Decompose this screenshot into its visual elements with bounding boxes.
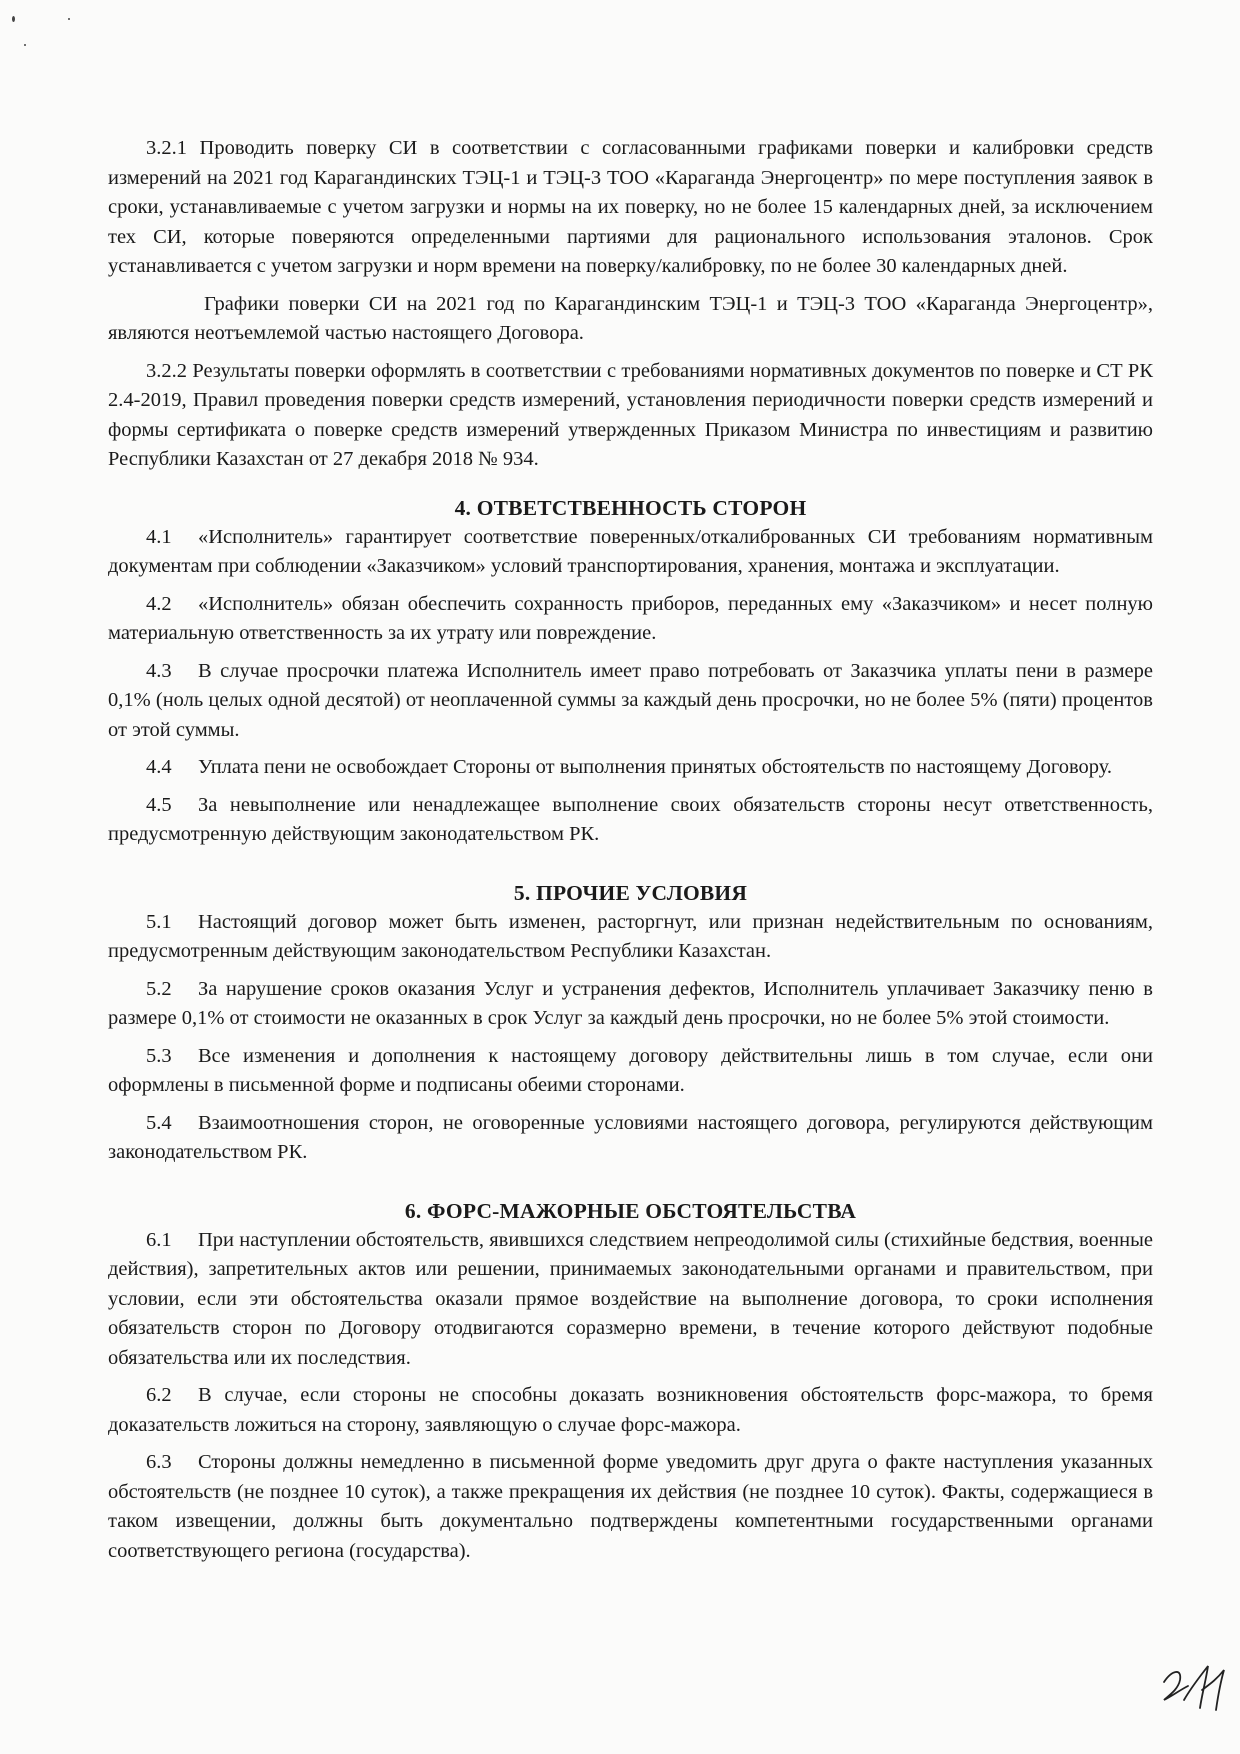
document-body (108, 134, 1153, 1566)
clause-text: Настоящий договор может быть изменен, расторгнут, или признан недействительным по основаниям, предусмотренным действующим законодательством Республики Казахстан. (108, 910, 1153, 962)
clause-4-3 (108, 657, 1153, 746)
clause-4-1 (108, 523, 1153, 582)
clause-text: При наступлении обстоятельств, явившихся следствием непреодолимой силы (стихийные бедствия, военные действия), запретительных актов или решении, принимаемых законодательными органами и правительством, при условии, если эти обстоятельства оказали прямое воздействие на выполнение договора, то сроки исполнения обязательств сторон по Договору отодвигаются соразмерно времени, в течение которого действуют подобные обязательства или их последствия. (108, 1228, 1153, 1369)
clause-6-1 (108, 1226, 1153, 1374)
clause-number: 5.3 (146, 1044, 172, 1067)
section-6-title: 6. ФОРС-МАЖОРНЫЕ ОБСТОЯТЕЛЬСТВА (404, 1198, 857, 1223)
clause-5-4 (108, 1109, 1153, 1168)
clause-number: 5.1 (146, 910, 172, 933)
clause-6-3 (108, 1448, 1153, 1566)
clause-text: За нарушение сроков оказания Услуг и устранения дефектов, Исполнитель уплачивает Заказчику пеню в размере 0,1% от стоимости не оказанных в срок Услуг за каждый день просрочки, но не более 5% этой стоимости. (108, 977, 1153, 1029)
clause-number: 5.2 (146, 977, 172, 1000)
clause-5-3 (108, 1042, 1153, 1101)
clause-text: Стороны должны немедленно в письменной форме уведомить друг друга о факте наступления указанных обстоятельств (не позднее 10 суток), а также прекращения их действия (не позднее 10 суток). Факты, содержащиеся в таком извещении, должны быть документально подтверждены компетентными государственными органами соответствующего региона (государства). (108, 1451, 1153, 1562)
section-6 (108, 1196, 1153, 1567)
clause-text: В случае, если стороны не способны доказать возникновения обстоятельств форс-мажора, то бремя доказательств ложиться на сторону, заявляющую о случае форс-мажора. (108, 1384, 1153, 1436)
section-4-title: 4. ОТВЕТСТВЕННОСТЬ СТОРОН (454, 495, 807, 520)
clause-text: В случае просрочки платежа Исполнитель имеет право потребовать от Заказчика уплаты пени в размере 0,1% (ноль целых одной десятой) от неоплаченной суммы за каждый день просрочки, но не более 5% (пяти) процентов от этой суммы. (108, 659, 1153, 741)
section-5-title: 5. ПРОЧИЕ УСЛОВИЯ (513, 880, 748, 905)
clause-number: 4.1 (146, 525, 172, 548)
clause-text: За невыполнение или ненадлежащее выполнение своих обязательств стороны несут ответственность, предусмотренную действующим законодательством РК. (108, 793, 1153, 845)
clause-3-2-2: 3.2.2 Результаты поверки оформлять в соответствии с требованиями нормативных документов по поверке и СТ РК 2.4-2019, Правил проведения поверки средств измерений, установления периодичности поверки средств измерений и формы сертификата о поверке средств измерений утвержденных Приказом Министра по инвестициям и развитию Республики Казахстан от 27 декабря 2018 № 934. (108, 359, 1153, 470)
clause-3-2-1: 3.2.1 Проводить поверку СИ в соответствии с согласованными графиками поверки и калибровки средств измерений на 2021 год Карагандинских ТЭЦ-1 и ТЭЦ-3 ТОО «Караганда Энергоцентр» по мере поступления заявок в сроки, устанавливаемые с учетом загрузки и нормы на их поверку, но не более 15 календарных дней, за исключением тех СИ, которые поверяются определенными партиями для рационального использования эталонов. Срок устанавливается с учетом загрузки и норм времени на поверку/калибровку, по не более 30 календарных дней. (108, 137, 1153, 277)
clause-number: 4.3 (146, 659, 172, 682)
section-4 (108, 493, 1153, 850)
graphs-paragraph: Графики поверки СИ на 2021 год по Карагандинским ТЭЦ-1 и ТЭЦ-3 ТОО «Караганда Энергоцентр», являются неотъемлемой частью настоящего Договора. (108, 292, 1153, 344)
clause-number: 6.1 (146, 1228, 172, 1251)
clause-text: «Исполнитель» обязан обеспечить сохранность приборов, переданных ему «Заказчиком» и несет полную материальную ответственность за их утрату или повреждение. (108, 592, 1153, 644)
clause-4-4 (108, 753, 1153, 783)
clause-number: 6.2 (146, 1384, 172, 1406)
clause-number: 5.4 (146, 1111, 172, 1134)
clause-number: 4.5 (146, 793, 172, 816)
clause-5-1 (108, 908, 1153, 967)
clause-text: Все изменения и дополнения к настоящему договору действительны лишь в том случае, если они оформлены в письменной форме и подписаны обеими сторонами. (108, 1044, 1153, 1096)
clause-number: 4.2 (146, 592, 172, 615)
scan-speck (24, 44, 26, 46)
clause-text: «Исполнитель» гарантирует соответствие поверенных/откалиброванных СИ требованиям нормативным документам при соблюдении «Заказчиком» условий транспортирования, хранения, монтажа и эксплуатации. (108, 525, 1153, 577)
clause-4-2 (108, 590, 1153, 649)
clause-text: Уплата пени не освобождает Стороны от выполнения принятых обстоятельств по настоящему Договору. (198, 756, 1113, 778)
clause-6-2 (108, 1381, 1153, 1440)
section-5 (108, 878, 1153, 1168)
scan-speck (12, 16, 15, 22)
clause-5-2 (108, 975, 1153, 1034)
clause-number: 6.3 (146, 1451, 172, 1473)
clause-4-5 (108, 791, 1153, 850)
clause-number: 4.4 (146, 756, 172, 778)
clause-text: Взаимоотношения сторон, не оговоренные условиями настоящего договора, регулируются действующим законодательством РК. (108, 1111, 1153, 1163)
scan-speck (68, 18, 70, 20)
handwritten-initials-signature (1158, 1660, 1230, 1716)
